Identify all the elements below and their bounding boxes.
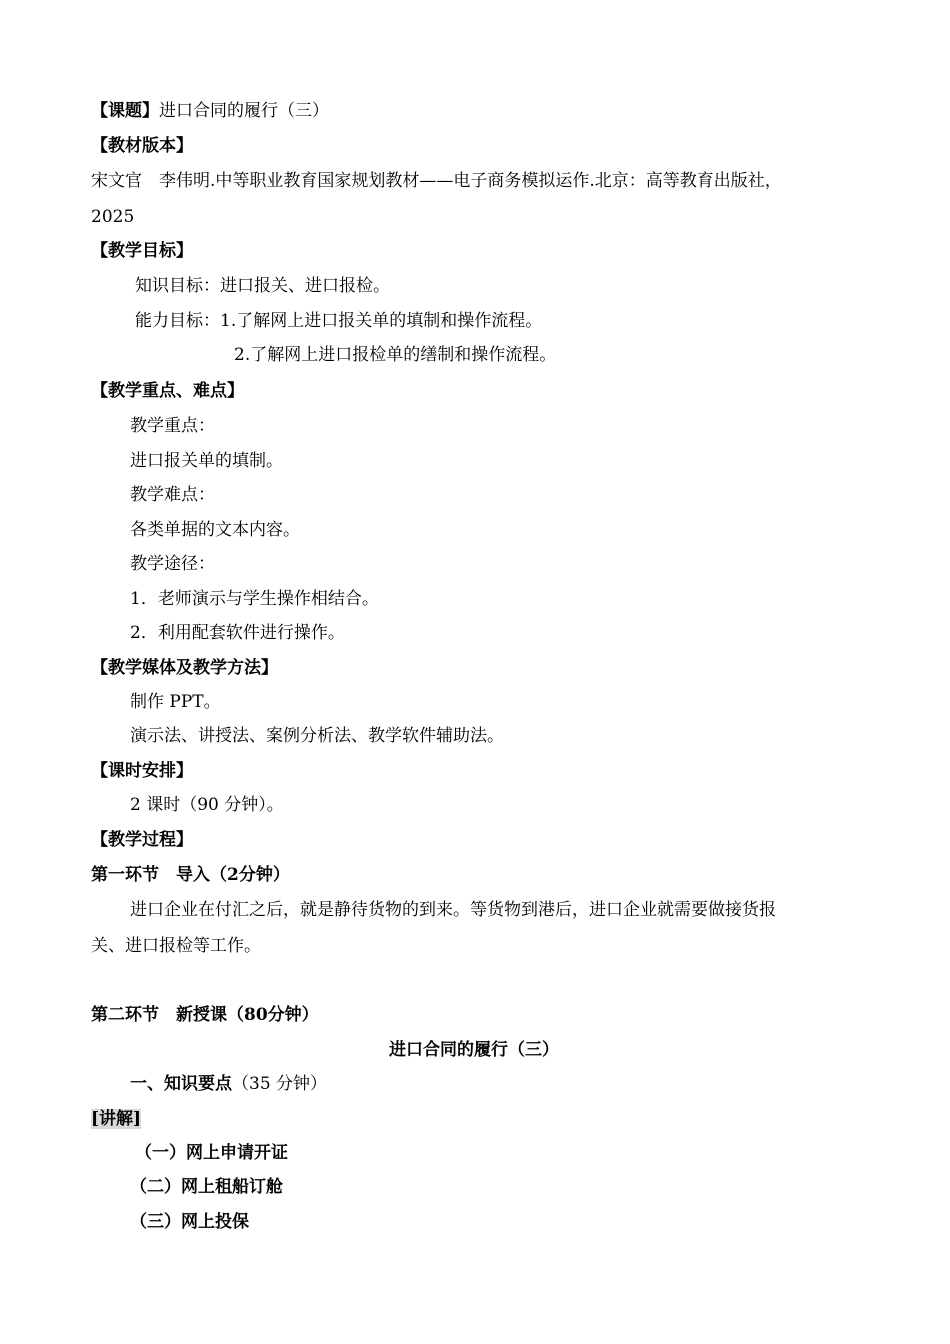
media-line-2: 演示法、讲授法、案例分析法、教学软件辅助法。: [130, 726, 504, 746]
topic-text: 进口合同的履行（三）: [159, 101, 329, 121]
approach-item-2: 2．利用配套软件进行操作。: [130, 623, 345, 643]
approach-item-1: 1．老师演示与学生操作相结合。: [130, 589, 379, 609]
topic-line: [91, 100, 329, 122]
item-1: （一）网上申请开证: [135, 1143, 288, 1163]
knowledge-heading: 一、知识要点: [130, 1074, 232, 1094]
media-label: 【教学媒体及教学方法】: [91, 658, 278, 678]
textbook-line-1: 宋文官 李伟明.中等职业教育国家规划教材——电子商务模拟运作.北京：高等教育出版社，: [91, 171, 782, 191]
center-title: 进口合同的履行（三）: [389, 1040, 559, 1060]
focus-label: 教学重点：: [130, 416, 215, 436]
textbook-label: 【教材版本】: [91, 136, 193, 156]
process-label: 【教学过程】: [91, 830, 193, 850]
difficulty-text: 各类单据的文本内容。: [130, 520, 300, 540]
section-1-paragraph-line-2: 关、进口报检等工作。: [91, 936, 261, 956]
schedule-label: 【课时安排】: [91, 761, 193, 781]
key-points-label: 【教学重点、难点】: [91, 381, 244, 401]
lecture-tag-line: [91, 1108, 141, 1130]
ability-objective-2: 2.了解网上进口报检单的缮制和操作流程。: [234, 345, 557, 365]
media-line-1: 制作 PPT。: [130, 692, 221, 712]
section-1-title: 第一环节 导入（2分钟）: [91, 865, 290, 885]
knowledge-objective: 知识目标：进口报关、进口报检。: [135, 276, 390, 296]
objectives-label: 【教学目标】: [91, 241, 193, 261]
lecture-tag: [讲解]: [91, 1109, 142, 1129]
knowledge-time: （35 分钟）: [232, 1074, 328, 1094]
section-1-paragraph-line-1: 进口企业在付汇之后，就是静待货物的到来。等货物到港后，进口企业就需要做接货报: [130, 900, 776, 920]
difficulty-label: 教学难点：: [130, 485, 215, 505]
item-3: （三）网上投保: [130, 1212, 249, 1232]
schedule-text: 2 课时（90 分钟）。: [130, 795, 284, 815]
topic-label: 【课题】: [91, 101, 159, 121]
focus-text: 进口报关单的填制。: [130, 451, 283, 471]
knowledge-heading-line: [130, 1073, 327, 1095]
ability-objective-1: 能力目标：1.了解网上进口报关单的填制和操作流程。: [135, 311, 543, 331]
textbook-line-2: 2025: [91, 207, 135, 227]
approach-label: 教学途径：: [130, 554, 215, 574]
item-2: （二）网上租船订舱: [130, 1177, 283, 1197]
section-2-title: 第二环节 新授课（80分钟）: [91, 1005, 319, 1025]
